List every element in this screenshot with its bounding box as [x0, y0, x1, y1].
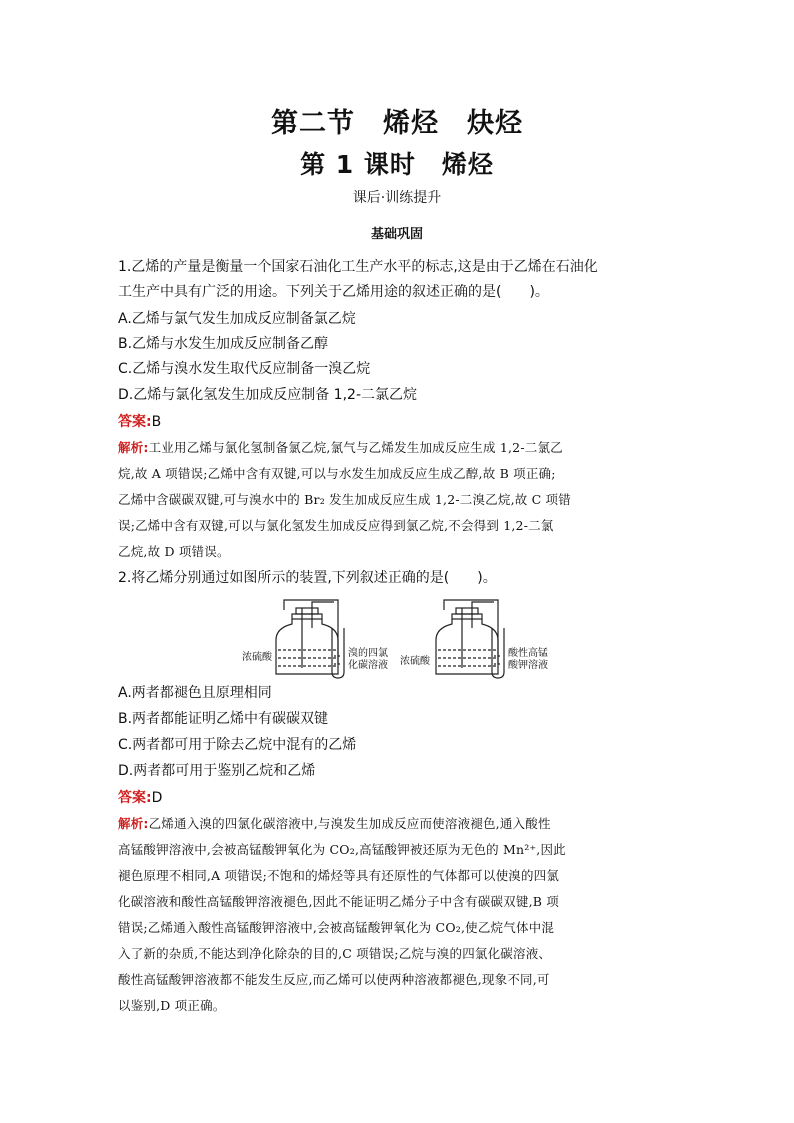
q2-analysis-line-7: 酸性高锰酸钾溶液都不能发生反应,而乙烯可以使两种溶液都褪色,现象不同,可: [118, 972, 550, 987]
analysis-label: 解析:: [118, 440, 149, 455]
q2-option-d: D.两者都可用于鉴别乙烷和乙烯: [118, 763, 316, 779]
right-tube-label-2: 酸钾溶液: [508, 660, 548, 671]
right-bottle-label: 浓硫酸: [400, 656, 430, 667]
left-bottle-label: 浓硫酸: [242, 652, 272, 663]
q2-option-b: B.两者都能证明乙烯中有碳碳双键: [118, 711, 329, 727]
q1-answer-value: B: [151, 414, 162, 430]
q2-answer: [118, 789, 162, 807]
q1-analysis-line-5: 乙烷,故 D 项错误。: [118, 544, 230, 559]
q1-analysis-line-1: [118, 439, 563, 457]
q1-analysis-text-1: 工业用乙烯与氯化氢制备氯乙烷,氯气与乙烯发生加成反应生成 1,2-二氯乙: [148, 440, 563, 455]
q2-analysis-line-1: [118, 815, 551, 833]
q2-answer-value: D: [151, 790, 163, 806]
right-tube-label-1: 酸性高锰: [508, 648, 548, 659]
q2-analysis-text-1: 乙烯通入溴的四氯化碳溶液中,与溴发生加成反应而使溶液褪色,通入酸性: [148, 816, 551, 831]
q2-analysis-line-3: 褪色原理不相同,A 项错误;不饱和的烯烃等具有还原性的气体都可以使溴的四氯: [118, 868, 560, 883]
q2-option-c: C.两者都可用于除去乙烷中混有的乙烯: [118, 737, 357, 753]
q1-analysis-line-2: 烷,故 A 项错误;乙烯中含有双键,可以与水发生加成反应生成乙醇,故 B 项正确;: [118, 466, 556, 481]
q2-analysis-line-2: 高锰酸钾溶液中,会被高锰酸钾氧化为 CO₂,高锰酸钾被还原为无色的 Mn²⁺,因此: [118, 842, 566, 857]
q2-stem: 2.将乙烯分别通过如图所示的装置,下列叙述正确的是( )。: [118, 570, 497, 586]
q2-analysis-line-6: 入了新的杂质,不能达到净化除杂的目的,C 项错误;乙烷与溴的四氯化碳溶液、: [118, 946, 552, 961]
q2-analysis-line-5: 错误;乙烯通入酸性高锰酸钾溶液中,会被高锰酸钾氧化为 CO₂,使乙烷气体中混: [118, 920, 555, 935]
q1-analysis-line-4: 误;乙烯中含有双键,可以与氯化氢发生加成反应得到氯乙烷,不会得到 1,2-二氯: [118, 518, 554, 533]
section-heading: 基础巩固: [370, 227, 423, 242]
q1-stem-line-2: 工生产中具有广泛的用途。下列关于乙烯用途的叙述正确的是( )。: [118, 284, 549, 300]
q1-analysis-line-3: 乙烯中含碳碳双键,可与溴水中的 Br₂ 发生加成反应生成 1,2-二溴乙烷,故 C 项错: [118, 492, 571, 507]
q1-option-a: A.乙烯与氯气发生加成反应制备氯乙烷: [118, 311, 356, 327]
q2-analysis-line-4: 化碳溶液和酸性高锰酸钾溶液褪色,因此不能证明乙烯分子中含有碳碳双键,B 项: [118, 894, 560, 909]
analysis-label: 解析:: [118, 816, 149, 831]
q2-option-a: A.两者都褪色且原理相同: [118, 685, 272, 701]
answer-label: 答案:: [118, 790, 152, 806]
subtitle: 课后·训练提升: [352, 190, 442, 206]
q1-option-d: D.乙烯与氯化氢发生加成反应制备 1,2-二氯乙烷: [118, 387, 417, 403]
lesson-title: 第 1 课时 烯烃: [300, 150, 494, 179]
q1-option-c: C.乙烯与溴水发生取代反应制备一溴乙烷: [118, 361, 371, 377]
apparatus-figure: [238, 594, 558, 680]
q1-stem-line-1: 1.乙烯的产量是衡量一个国家石油化工生产水平的标志,这是由于乙烯在石油化: [118, 259, 598, 275]
left-tube-label-1: 溴的四氯: [348, 648, 388, 659]
chapter-title: 第二节 烯烃 炔烃: [271, 108, 523, 139]
q2-analysis-line-8: 以鉴别,D 项正确。: [118, 998, 226, 1013]
left-tube-label-2: 化碳溶液: [348, 660, 388, 671]
q1-option-b: B.乙烯与水发生加成反应制备乙醇: [118, 336, 329, 352]
q1-answer: [118, 413, 161, 431]
answer-label: 答案:: [118, 414, 152, 430]
